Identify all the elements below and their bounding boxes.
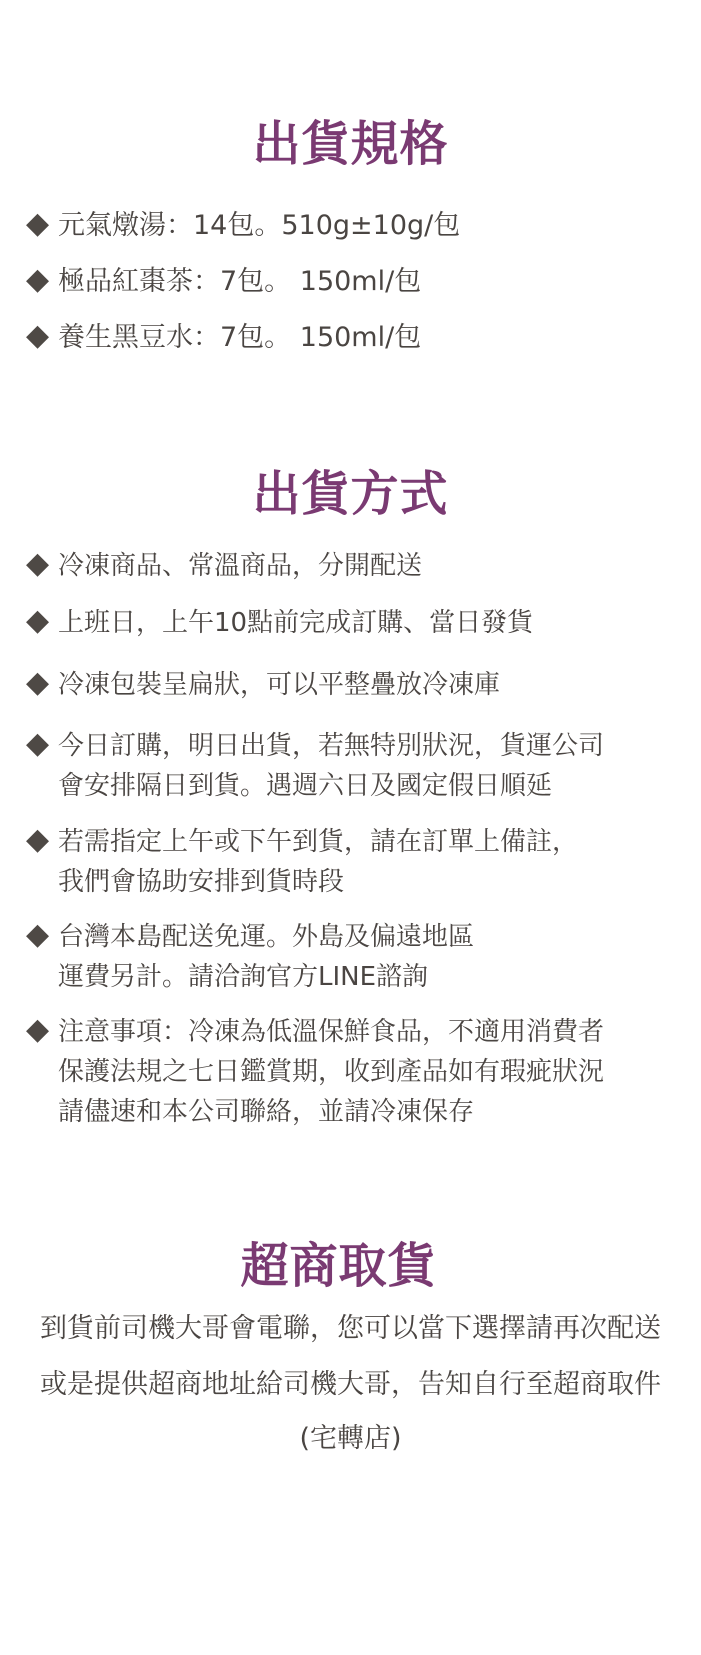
shipping-item-line: 運費另計。請洽詢官方LINE諮詢 <box>58 962 429 992</box>
shipping-title: 出貨方式 <box>252 466 449 522</box>
diamond-bullet-icon: ◆ <box>26 603 50 638</box>
diamond-bullet-icon: ◆ <box>26 206 50 241</box>
spec-item <box>26 262 689 302</box>
spec-item <box>26 318 689 358</box>
spec-item-text: 極品紅棗茶：7包。 150ml/包 <box>58 266 422 297</box>
shipping-item-line: 若需指定上午或下午到貨，請在訂單上備註， <box>58 827 579 857</box>
shipping-item-line: 冷凍包裝呈扁狀，可以平整疊放冷凍庫 <box>58 670 501 700</box>
diamond-bullet-icon: ◆ <box>26 917 50 952</box>
pickup-title: 超商取貨 <box>240 1238 437 1294</box>
diamond-bullet-icon: ◆ <box>26 262 50 297</box>
shipping-item-line: 台灣本島配送免運。外島及偏遠地區 <box>58 922 475 952</box>
spec-item-text: 元氣燉湯：14包。510g±10g/包 <box>58 210 461 241</box>
shipping-item-line: 上班日，上午10點前完成訂購、當日發貨 <box>58 608 534 638</box>
shipping-item-line: 今日訂購，明日出貨，若無特別狀況，貨運公司 <box>58 731 605 761</box>
shipping-item-line: 我們會協助安排到貨時段 <box>58 867 345 897</box>
diamond-bullet-icon: ◆ <box>26 665 50 700</box>
spec-title: 出貨規格 <box>252 116 449 172</box>
shipping-item <box>26 665 689 705</box>
shipping-item <box>26 822 689 902</box>
shipping-item-line: 請儘速和本公司聯絡，並請冷凍保存 <box>58 1097 475 1127</box>
shipping-item <box>26 726 689 806</box>
pickup-text-line: 或是提供超商地址給司機大哥，告知自行至超商取件 <box>40 1369 661 1400</box>
shipping-item <box>26 917 689 997</box>
shipping-item-line: 冷凍商品、常溫商品，分開配送 <box>58 551 423 581</box>
diamond-bullet-icon: ◆ <box>26 822 50 857</box>
spec-item <box>26 206 689 246</box>
diamond-bullet-icon: ◆ <box>26 1012 50 1047</box>
diamond-bullet-icon: ◆ <box>26 546 50 581</box>
diamond-bullet-icon: ◆ <box>26 318 50 353</box>
shipping-item <box>26 1012 689 1132</box>
pickup-text-line: (宅轉店) <box>299 1423 402 1454</box>
pickup-text-line: 到貨前司機大哥會電聯，您可以當下選擇請再次配送 <box>40 1313 661 1344</box>
diamond-bullet-icon: ◆ <box>26 726 50 761</box>
shipping-item <box>26 546 689 586</box>
shipping-item <box>26 603 689 643</box>
shipping-item-line: 保護法規之七日鑑賞期，收到產品如有瑕疵狀況 <box>58 1057 605 1087</box>
shipping-item-line: 注意事項：冷凍為低溫保鮮食品，不適用消費者 <box>58 1017 605 1047</box>
shipping-item-line: 會安排隔日到貨。遇週六日及國定假日順延 <box>58 771 553 801</box>
spec-item-text: 養生黑豆水：7包。 150ml/包 <box>58 322 422 353</box>
